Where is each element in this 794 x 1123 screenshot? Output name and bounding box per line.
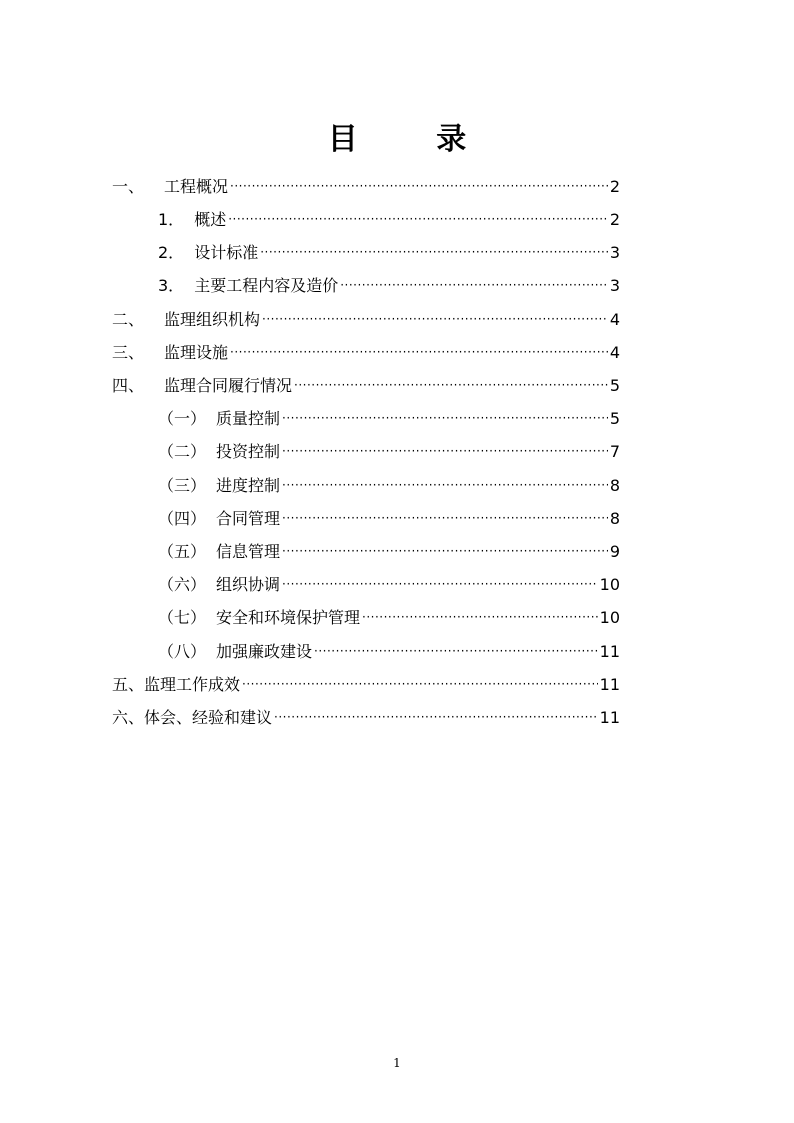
toc-entry-number: （六） (158, 575, 207, 594)
toc-entry-page: 2 (609, 210, 620, 229)
toc-entry[interactable] (158, 535, 620, 568)
dot-leader (228, 203, 608, 236)
dot-leader (282, 535, 608, 568)
dot-leader (242, 668, 598, 701)
toc-entry[interactable] (112, 369, 620, 402)
toc-entry-number: （一） (158, 409, 207, 428)
toc-entry-page: 11 (599, 642, 620, 661)
toc-entry-label: 设计标准 (194, 243, 259, 262)
dot-leader (282, 502, 608, 535)
dot-leader (282, 469, 608, 502)
dot-leader (282, 435, 608, 468)
dot-leader (230, 336, 608, 369)
toc-entry-label: 投资控制 (216, 442, 281, 461)
toc-entry-label: 加强廉政建设 (216, 642, 313, 661)
toc-entry-label: 概述 (194, 210, 227, 229)
dot-leader (230, 170, 608, 203)
toc-entry-page: 10 (599, 575, 620, 594)
toc-entry[interactable] (158, 402, 620, 435)
toc-entry[interactable] (112, 701, 620, 734)
toc-entry-number: （二） (158, 442, 207, 461)
toc-entry-label: 合同管理 (216, 509, 281, 528)
toc-entry-page: 4 (609, 343, 620, 362)
dot-leader (262, 303, 608, 336)
toc-entry[interactable] (158, 502, 620, 535)
toc-entry-number: 3． (158, 276, 185, 295)
toc-entry-label: 信息管理 (216, 542, 281, 561)
toc-entry[interactable] (158, 469, 620, 502)
toc-entry-page: 3 (609, 243, 620, 262)
toc-entry-number: 一、 (112, 177, 145, 196)
toc-entry-page: 5 (609, 409, 620, 428)
toc-entry-label: 五、监理工作成效 (112, 675, 241, 694)
toc-entry-page: 9 (609, 542, 620, 561)
dot-leader (282, 402, 608, 435)
toc-entry-page: 5 (609, 376, 620, 395)
dot-leader (294, 369, 608, 402)
toc-entry-page: 11 (599, 675, 620, 694)
dot-leader (260, 236, 608, 269)
toc-entry[interactable] (112, 668, 620, 701)
page-number-footer: 1 (393, 1056, 401, 1070)
toc-entry-page: 7 (609, 442, 620, 461)
toc-entry[interactable] (158, 236, 620, 269)
toc-entry-number: （八） (158, 642, 207, 661)
toc-entry-number: 四、 (112, 376, 145, 395)
toc-entry-number: （七） (158, 608, 207, 627)
toc-entry-number: 二、 (112, 310, 145, 329)
toc-entry-label: 监理设施 (164, 343, 229, 362)
toc-entry-number: 2． (158, 243, 185, 262)
dot-leader (282, 568, 598, 601)
page-title: 目 录 (327, 122, 501, 157)
toc-entry-label: 六、体会、经验和建议 (112, 708, 273, 727)
toc-entry-page: 2 (609, 177, 620, 196)
toc-entry[interactable] (112, 336, 620, 369)
toc-entry[interactable] (158, 203, 620, 236)
dot-leader (362, 601, 598, 634)
toc-entry[interactable] (112, 303, 620, 336)
toc-entry-label: 主要工程内容及造价 (194, 276, 339, 295)
toc-entry[interactable] (158, 269, 620, 302)
toc-entry-label: 监理组织机构 (164, 310, 261, 329)
toc-entry-page: 4 (609, 310, 620, 329)
toc-entry-number: 三、 (112, 343, 145, 362)
toc-entry-label: 进度控制 (216, 476, 281, 495)
toc-entry-number: （三） (158, 476, 207, 495)
toc-entry-label: 安全和环境保护管理 (216, 608, 361, 627)
dot-leader (274, 701, 598, 734)
toc-entry-label: 质量控制 (216, 409, 281, 428)
toc-entry[interactable] (158, 635, 620, 668)
toc-entry-page: 11 (599, 708, 620, 727)
toc-entry-label: 工程概况 (164, 177, 229, 196)
toc-entry-page: 3 (609, 276, 620, 295)
dot-leader (314, 635, 598, 668)
toc-entry-number: （四） (158, 509, 207, 528)
toc-entry-number: （五） (158, 542, 207, 561)
toc-entry[interactable] (158, 601, 620, 634)
toc-entry-page: 8 (609, 476, 620, 495)
toc-entry[interactable] (158, 435, 620, 468)
toc-entry-page: 8 (609, 509, 620, 528)
toc-entry-page: 10 (599, 608, 620, 627)
toc-entry[interactable] (112, 170, 620, 203)
dot-leader (340, 269, 608, 302)
toc-entry-number: 1． (158, 210, 185, 229)
toc-entry-label: 组织协调 (216, 575, 281, 594)
toc-entry[interactable] (158, 568, 620, 601)
toc-entry-label: 监理合同履行情况 (164, 376, 293, 395)
